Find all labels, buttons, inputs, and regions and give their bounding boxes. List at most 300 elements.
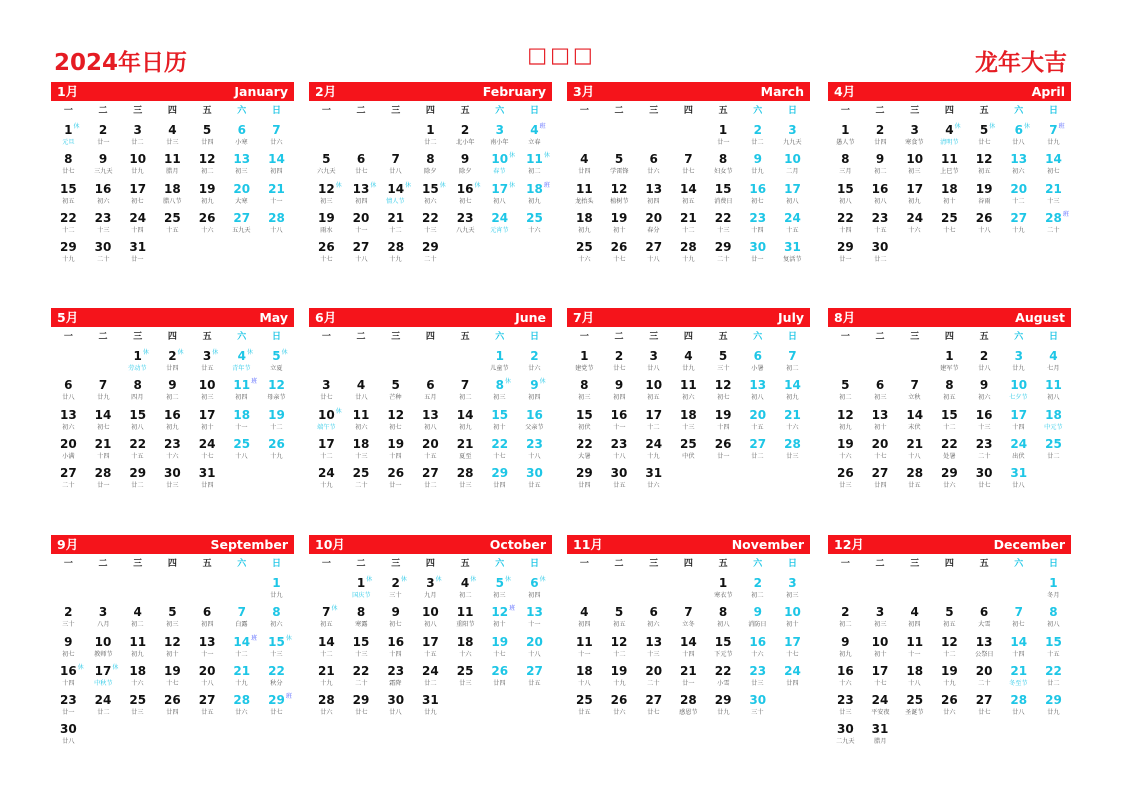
- day-number: 25: [352, 466, 370, 481]
- day-number: 3: [495, 123, 504, 137]
- week-row: [567, 148, 810, 177]
- lunar-date-label: 初二: [200, 167, 214, 176]
- day-cell: [932, 404, 967, 433]
- day-cell: [636, 148, 671, 177]
- day-cell: [190, 148, 225, 177]
- day-cell: [155, 631, 190, 660]
- day-number: 10: [198, 378, 216, 393]
- day-number: 1: [426, 123, 435, 137]
- lunar-date-label: 十六: [200, 226, 214, 234]
- day-cell: [378, 689, 413, 718]
- day-number: 19: [610, 210, 628, 225]
- day-number: 18: [456, 634, 474, 649]
- day-number: 1: [64, 123, 73, 137]
- day-cell: [706, 660, 741, 689]
- lunar-date-label: 初二: [458, 393, 472, 402]
- lunar-date-label: 廿四: [200, 481, 214, 490]
- day-cell: [259, 178, 294, 207]
- week-row: [51, 178, 294, 207]
- day-number: 14: [456, 407, 474, 422]
- day-number: 31: [784, 240, 801, 255]
- day-number: 18: [352, 436, 370, 451]
- lunar-date-label: 腊八节: [163, 196, 182, 205]
- lunar-date-label: 初七: [131, 196, 144, 205]
- lunar-date-label: 初二: [131, 620, 144, 629]
- day-cell: [413, 207, 448, 236]
- day-number: 27: [975, 693, 993, 708]
- day-cell: [224, 660, 259, 689]
- day-cell: [309, 236, 344, 265]
- lunar-date-label: 十五: [166, 226, 179, 234]
- day-cell: [309, 601, 344, 630]
- day-number: 14: [387, 181, 405, 196]
- day-cell: [775, 345, 810, 374]
- day-number: 7: [684, 605, 693, 620]
- lunar-date-label: 廿四: [166, 364, 179, 372]
- day-number: 6: [356, 152, 366, 167]
- day-cell: [1001, 207, 1036, 236]
- lunar-date-label: 廿二: [751, 138, 764, 146]
- day-cell: [448, 462, 483, 491]
- holiday-badge: 休: [331, 605, 338, 613]
- day-cell: [378, 462, 413, 491]
- week-row: [828, 631, 1071, 660]
- weekday-label: 三: [391, 559, 401, 569]
- day-cell: [86, 433, 121, 462]
- day-number: 15: [59, 181, 77, 196]
- day-cell: [740, 236, 775, 265]
- day-cell: [897, 119, 932, 148]
- day-cell: [740, 433, 775, 462]
- lunar-date-label: 初九: [908, 196, 921, 205]
- day-number: 5: [945, 605, 954, 620]
- day-cell: [636, 236, 671, 265]
- lunar-date-label: 十七: [873, 679, 887, 687]
- weekday-label: 日: [787, 559, 797, 569]
- day-number: 6: [753, 349, 762, 363]
- day-cell: [932, 660, 967, 689]
- lunar-date-label: 初四: [647, 196, 660, 205]
- day-number: 6: [1014, 123, 1023, 137]
- day-cell: [517, 178, 552, 207]
- day-cell: [671, 601, 706, 630]
- day-cell: [482, 207, 517, 236]
- lunar-date-label: 十九: [612, 679, 626, 687]
- lunar-date-label: 立春: [528, 138, 541, 146]
- day-cell: [378, 374, 413, 403]
- lunar-date-label: 十九: [270, 452, 283, 460]
- lunar-date-label: 十一: [200, 649, 214, 658]
- day-cell: [344, 433, 379, 462]
- day-number: 23: [749, 663, 767, 678]
- day-number: 20: [526, 634, 543, 649]
- lunar-date-label: 廿五: [578, 708, 591, 717]
- holiday-badge: 休: [285, 634, 292, 642]
- day-cell: [517, 631, 552, 660]
- lunar-date-label: 廿五: [612, 481, 626, 490]
- month-number: 11月: [573, 537, 603, 552]
- day-number: 2: [530, 349, 539, 363]
- lunar-date-label: 五九天: [232, 226, 252, 234]
- day-number: 29: [129, 466, 147, 481]
- lunar-date-label: 十三: [354, 452, 368, 460]
- lunar-date-label: 初五: [943, 620, 956, 629]
- lunar-date-label: 九月: [424, 591, 437, 599]
- lunar-date-label: 秋分: [270, 679, 283, 687]
- day-number: 22: [491, 436, 509, 451]
- day-number: 24: [871, 693, 889, 708]
- new-year-slogan: 龙年大吉: [975, 50, 1067, 76]
- day-number: 6: [530, 576, 539, 590]
- day-cell: [86, 207, 121, 236]
- day-number: 4: [530, 123, 539, 137]
- day-number: 12: [714, 378, 732, 393]
- weekday-label: 三: [910, 332, 920, 342]
- lunar-date-label: 十五: [131, 452, 144, 460]
- day-number: 21: [1045, 181, 1062, 196]
- day-number: 19: [975, 181, 993, 196]
- lunar-date-label: 廿四: [493, 481, 506, 490]
- month-block: [309, 535, 552, 735]
- day-cell: [517, 345, 552, 374]
- day-number: 16: [749, 181, 767, 196]
- lunar-date-label: 十四: [1012, 422, 1025, 431]
- day-cell: [224, 404, 259, 433]
- day-cell: [190, 660, 225, 689]
- lunar-date-label: 复活节: [783, 255, 802, 264]
- day-cell: [155, 689, 190, 718]
- day-cell: [602, 148, 637, 177]
- lunar-date-label: 廿六: [612, 708, 626, 717]
- day-cell: [259, 601, 294, 630]
- week-row: [51, 689, 294, 718]
- lunar-date-label: 二十: [1047, 226, 1060, 234]
- day-number: 30: [164, 466, 181, 481]
- weekday-label: 日: [271, 106, 281, 116]
- day-cell: [671, 631, 706, 660]
- day-number: 24: [645, 436, 663, 451]
- day-number: 26: [164, 693, 181, 708]
- lunar-date-label: 初七: [1047, 167, 1060, 176]
- day-cell: [448, 148, 483, 177]
- day-cell: [259, 148, 294, 177]
- lunar-date-label: 十五: [424, 649, 437, 658]
- day-cell: [51, 689, 86, 718]
- day-cell: [1036, 148, 1071, 177]
- day-cell: [448, 631, 483, 660]
- day-cell: [1001, 462, 1036, 491]
- lunar-date-label: 廿四: [493, 679, 506, 687]
- day-number: 4: [580, 152, 589, 167]
- day-cell: [224, 631, 259, 660]
- day-cell: [602, 178, 637, 207]
- day-cell: [740, 660, 775, 689]
- day-cell: [309, 689, 344, 718]
- day-number: 1: [1049, 576, 1058, 590]
- weekday-header-row: [309, 329, 552, 345]
- day-number: 17: [129, 181, 147, 196]
- workday-badge: 班: [543, 181, 550, 189]
- day-number: 26: [317, 240, 335, 255]
- week-row: [51, 207, 294, 236]
- day-number: 16: [871, 181, 889, 196]
- day-cell: [482, 433, 517, 462]
- day-cell: [602, 345, 637, 374]
- day-cell: [1001, 689, 1036, 718]
- day-cell: [671, 374, 706, 403]
- day-cell: [967, 689, 1002, 718]
- empty-day-cell: [120, 572, 155, 601]
- day-number: 17: [906, 181, 924, 196]
- lunar-date-label: 妇女节: [713, 167, 733, 176]
- lunar-date-label: 除夕: [424, 167, 437, 176]
- day-cell: [1001, 433, 1036, 462]
- day-number: 15: [268, 634, 285, 649]
- day-cell: [740, 404, 775, 433]
- weekday-label: 一: [840, 106, 850, 116]
- day-cell: [120, 236, 155, 265]
- day-number: 29: [268, 693, 285, 708]
- day-number: 28: [317, 693, 335, 708]
- day-number: 12: [268, 378, 285, 393]
- day-cell: [378, 631, 413, 660]
- day-cell: [671, 178, 706, 207]
- week-row: [828, 178, 1071, 207]
- lunar-date-label: 廿九: [1047, 138, 1060, 146]
- lunar-date-label: 十二: [389, 226, 402, 234]
- day-number: 19: [198, 181, 216, 196]
- day-cell: [967, 207, 1002, 236]
- weekday-label: 六: [237, 559, 247, 569]
- lunar-date-label: 十八: [908, 679, 921, 687]
- lunar-date-label: 公祭日: [974, 649, 994, 658]
- day-number: 4: [580, 605, 589, 620]
- day-cell: [517, 119, 552, 148]
- lunar-date-label: 夏至: [458, 452, 472, 460]
- week-row: [828, 601, 1071, 630]
- day-cell: [259, 404, 294, 433]
- day-cell: [967, 404, 1002, 433]
- day-cell: [224, 601, 259, 630]
- month-block: [51, 82, 294, 282]
- day-cell: [344, 572, 379, 601]
- day-cell: [932, 462, 967, 491]
- day-number: 10: [906, 152, 924, 167]
- month-number: 6月: [315, 310, 337, 325]
- lunar-date-label: 立秋: [908, 393, 921, 402]
- lunar-date-label: 初八: [716, 620, 730, 629]
- day-cell: [344, 404, 379, 433]
- lunar-date-label: 初六: [682, 393, 695, 402]
- lunar-date-label: 消费日: [713, 196, 733, 205]
- day-cell: [1001, 374, 1036, 403]
- lunar-date-label: 廿六: [647, 481, 660, 490]
- day-number: 16: [526, 407, 543, 422]
- day-cell: [567, 660, 602, 689]
- day-number: 22: [422, 210, 439, 225]
- weekday-label: 一: [321, 332, 331, 342]
- day-number: 9: [64, 634, 73, 649]
- day-number: 13: [645, 181, 663, 196]
- day-cell: [413, 119, 448, 148]
- day-number: 26: [610, 693, 628, 708]
- week-row: [828, 404, 1071, 433]
- day-number: 19: [164, 663, 181, 678]
- week-row: [828, 718, 1071, 747]
- week-row: [567, 689, 810, 718]
- weekday-label: 三: [391, 332, 401, 342]
- day-cell: [863, 119, 898, 148]
- weekday-label: 日: [271, 332, 281, 342]
- week-row: [567, 207, 810, 236]
- day-cell: [190, 207, 225, 236]
- week-row: [828, 660, 1071, 689]
- lunar-date-label: 廿六: [320, 708, 333, 717]
- day-number: 22: [268, 663, 285, 678]
- month-english-name: June: [515, 310, 546, 325]
- weekday-label: 一: [321, 559, 331, 569]
- day-number: 7: [788, 349, 797, 363]
- lunar-date-label: 廿六: [943, 708, 956, 717]
- day-cell: [897, 462, 932, 491]
- lunar-date-label: 中秋节: [93, 679, 113, 687]
- day-number: 8: [580, 378, 589, 393]
- day-number: 4: [684, 349, 693, 363]
- weekday-label: 一: [579, 332, 589, 342]
- day-cell: [567, 462, 602, 491]
- day-cell: [567, 601, 602, 630]
- week-row: [309, 178, 552, 207]
- empty-day-cell: [567, 119, 602, 148]
- day-number: 4: [910, 605, 919, 620]
- day-number: 1: [580, 349, 589, 363]
- workday-badge: 班: [509, 605, 516, 613]
- day-number: 1: [495, 349, 504, 363]
- day-number: 17: [1010, 407, 1028, 422]
- day-number: 22: [714, 663, 732, 678]
- day-cell: [413, 631, 448, 660]
- lunar-date-label: 二十: [647, 679, 660, 687]
- weekday-label: 三: [649, 332, 659, 342]
- weekday-header-row: [309, 556, 552, 572]
- day-number: 13: [645, 634, 663, 649]
- day-number: 14: [906, 407, 924, 422]
- week-row: [51, 462, 294, 491]
- day-number: 21: [906, 436, 924, 451]
- week-row: [309, 207, 552, 236]
- day-cell: [706, 148, 741, 177]
- day-cell: [636, 374, 671, 403]
- day-number: 17: [198, 407, 216, 422]
- day-cell: [932, 207, 967, 236]
- day-number: 4: [460, 576, 470, 590]
- day-number: 18: [129, 663, 147, 678]
- lunar-date-label: 平安夜: [870, 708, 890, 717]
- weekday-label: 三: [133, 106, 143, 116]
- day-cell: [259, 631, 294, 660]
- lunar-date-label: 十三: [424, 226, 437, 234]
- month-block: [567, 535, 810, 735]
- day-cell: [120, 207, 155, 236]
- lunar-date-label: 廿五: [528, 679, 541, 687]
- day-cell: [775, 207, 810, 236]
- lunar-date-label: 廿八: [647, 364, 660, 372]
- day-number: 12: [975, 152, 993, 167]
- day-number: 5: [495, 576, 504, 590]
- lunar-date-label: 初六: [62, 422, 75, 431]
- week-row: [828, 207, 1071, 236]
- day-cell: [224, 207, 259, 236]
- day-number: 17: [422, 634, 439, 649]
- month-header-bar: [828, 308, 1071, 327]
- day-number: 14: [1010, 634, 1028, 649]
- day-number: 7: [98, 378, 108, 393]
- lunar-date-label: 初三: [235, 167, 248, 176]
- day-number: 20: [422, 436, 439, 451]
- day-number: 8: [718, 605, 728, 620]
- lunar-date-label: 初七: [716, 393, 730, 402]
- day-cell: [602, 601, 637, 630]
- day-number: 22: [575, 436, 593, 451]
- day-number: 6: [979, 605, 989, 620]
- lunar-date-label: 十七: [493, 452, 506, 460]
- day-number: 8: [64, 152, 73, 167]
- week-row: [309, 345, 552, 374]
- day-cell: [897, 404, 932, 433]
- day-cell: [602, 374, 637, 403]
- day-number: 12: [198, 152, 216, 167]
- day-number: 5: [614, 605, 624, 620]
- week-row: [567, 345, 810, 374]
- day-cell: [86, 119, 121, 148]
- day-cell: [1001, 601, 1036, 630]
- day-number: 18: [164, 181, 181, 196]
- weekday-label: 二: [875, 332, 885, 342]
- lunar-date-label: 二十: [354, 481, 368, 490]
- lunar-date-label: 二十: [354, 679, 368, 687]
- lunar-date-label: 建军节: [940, 364, 959, 372]
- month-english-name: February: [482, 84, 546, 99]
- day-number: 12: [836, 407, 854, 422]
- lunar-date-label: 十七: [493, 649, 506, 658]
- day-cell: [828, 207, 863, 236]
- lunar-date-label: 初九: [131, 649, 144, 658]
- day-cell: [1001, 631, 1036, 660]
- day-cell: [344, 631, 379, 660]
- day-number: 29: [714, 693, 732, 708]
- day-cell: [448, 178, 483, 207]
- week-row: [828, 462, 1071, 491]
- day-cell: [775, 178, 810, 207]
- lunar-date-label: 十二: [1012, 196, 1025, 205]
- day-cell: [86, 601, 121, 630]
- month-number: 10月: [315, 537, 345, 552]
- day-cell: [897, 660, 932, 689]
- holiday-badge: 休: [405, 181, 412, 189]
- day-cell: [120, 601, 155, 630]
- day-number: 18: [233, 407, 251, 422]
- day-number: 3: [426, 576, 435, 590]
- day-number: 12: [317, 181, 335, 196]
- lunar-date-label: 末伏: [908, 422, 921, 431]
- lunar-date-label: 小寒: [235, 138, 248, 146]
- weekday-label: 六: [495, 332, 505, 342]
- lunar-date-label: 廿七: [354, 708, 368, 717]
- weekday-label: 二: [614, 559, 624, 569]
- day-cell: [224, 148, 259, 177]
- day-cell: [86, 374, 121, 403]
- day-cell: [259, 433, 294, 462]
